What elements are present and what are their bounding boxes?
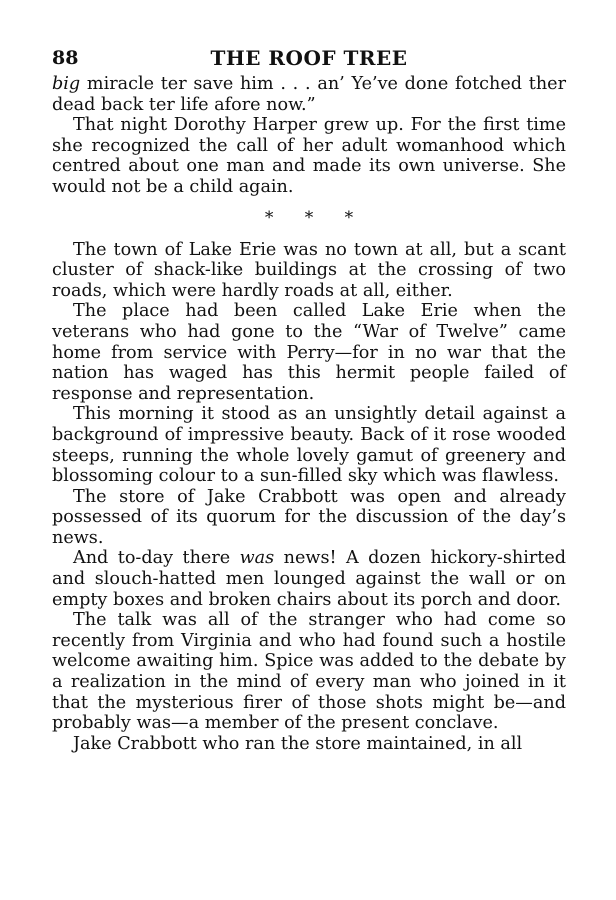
paragraph bbox=[52, 734, 566, 755]
paragraph-text: The town of Lake Erie was no town at all, but a scant cluster of shack-like buildings at the crossing of two roads, which were hardly roads at all, either. bbox=[52, 239, 566, 301]
emphasized-word: big bbox=[52, 74, 81, 94]
page-header bbox=[52, 44, 566, 74]
running-title: THE ROOF TREE bbox=[210, 46, 408, 70]
paragraph-text: The store of Jake Crabbott was open and already possessed of its quorum for the discussion of the day’s news. bbox=[52, 486, 566, 548]
paragraph bbox=[52, 548, 566, 610]
paragraph bbox=[52, 240, 566, 302]
paragraph-text: This morning it stood as an unsightly detail against a background of impressive beauty. Back of it rose wooded steeps, running the whole lovely gamut of greenery and blossoming colour to a sun-filled sky which was flawless. bbox=[52, 404, 566, 487]
paragraph-text: The place had been called Lake Erie when the veterans who had gone to the “War of Twelve” came home from service with Perry—for in no war that the nation has waged has this hermit people failed of response and representation. bbox=[52, 301, 566, 404]
paragraph-text-before: And to-day there bbox=[73, 548, 240, 569]
page-number: 88 bbox=[52, 47, 79, 69]
book-page bbox=[52, 44, 566, 754]
paragraph bbox=[52, 301, 566, 404]
emphasized-word: was bbox=[239, 548, 275, 569]
paragraph-text: The talk was all of the stranger who had come so recently from Virginia and who had found such a hostile welcome awaiting him. Spice was added to the debate by a realization in the mind of every man who joined in it that the mysterious firer of those shots might be—and probably was—a member of the present conclave. bbox=[52, 610, 566, 734]
paragraph bbox=[52, 404, 566, 486]
paragraph bbox=[52, 610, 566, 734]
paragraph bbox=[52, 115, 566, 197]
body-text bbox=[52, 74, 566, 754]
paragraph-text: That night Dorothy Harper grew up. For the first time she recognized the call of her adult womanhood which centred about one man and made its own universe. She would not be a child again. bbox=[52, 115, 566, 197]
paragraph-continued bbox=[52, 74, 566, 115]
section-break: * * * bbox=[264, 207, 354, 228]
paragraph-text-after: news! A dozen hickory-shirted and slouch-hatted men lounged against the wall or on empty boxes and broken chairs about its porch and door. bbox=[52, 548, 566, 610]
paragraph bbox=[52, 487, 566, 549]
paragraph-text: miracle ter save him . . . an’ Ye’ve done fotched ther dead back ter life afore now.” bbox=[52, 74, 566, 115]
paragraph-text: Jake Crabbott who ran the store maintained, in all bbox=[73, 733, 523, 754]
